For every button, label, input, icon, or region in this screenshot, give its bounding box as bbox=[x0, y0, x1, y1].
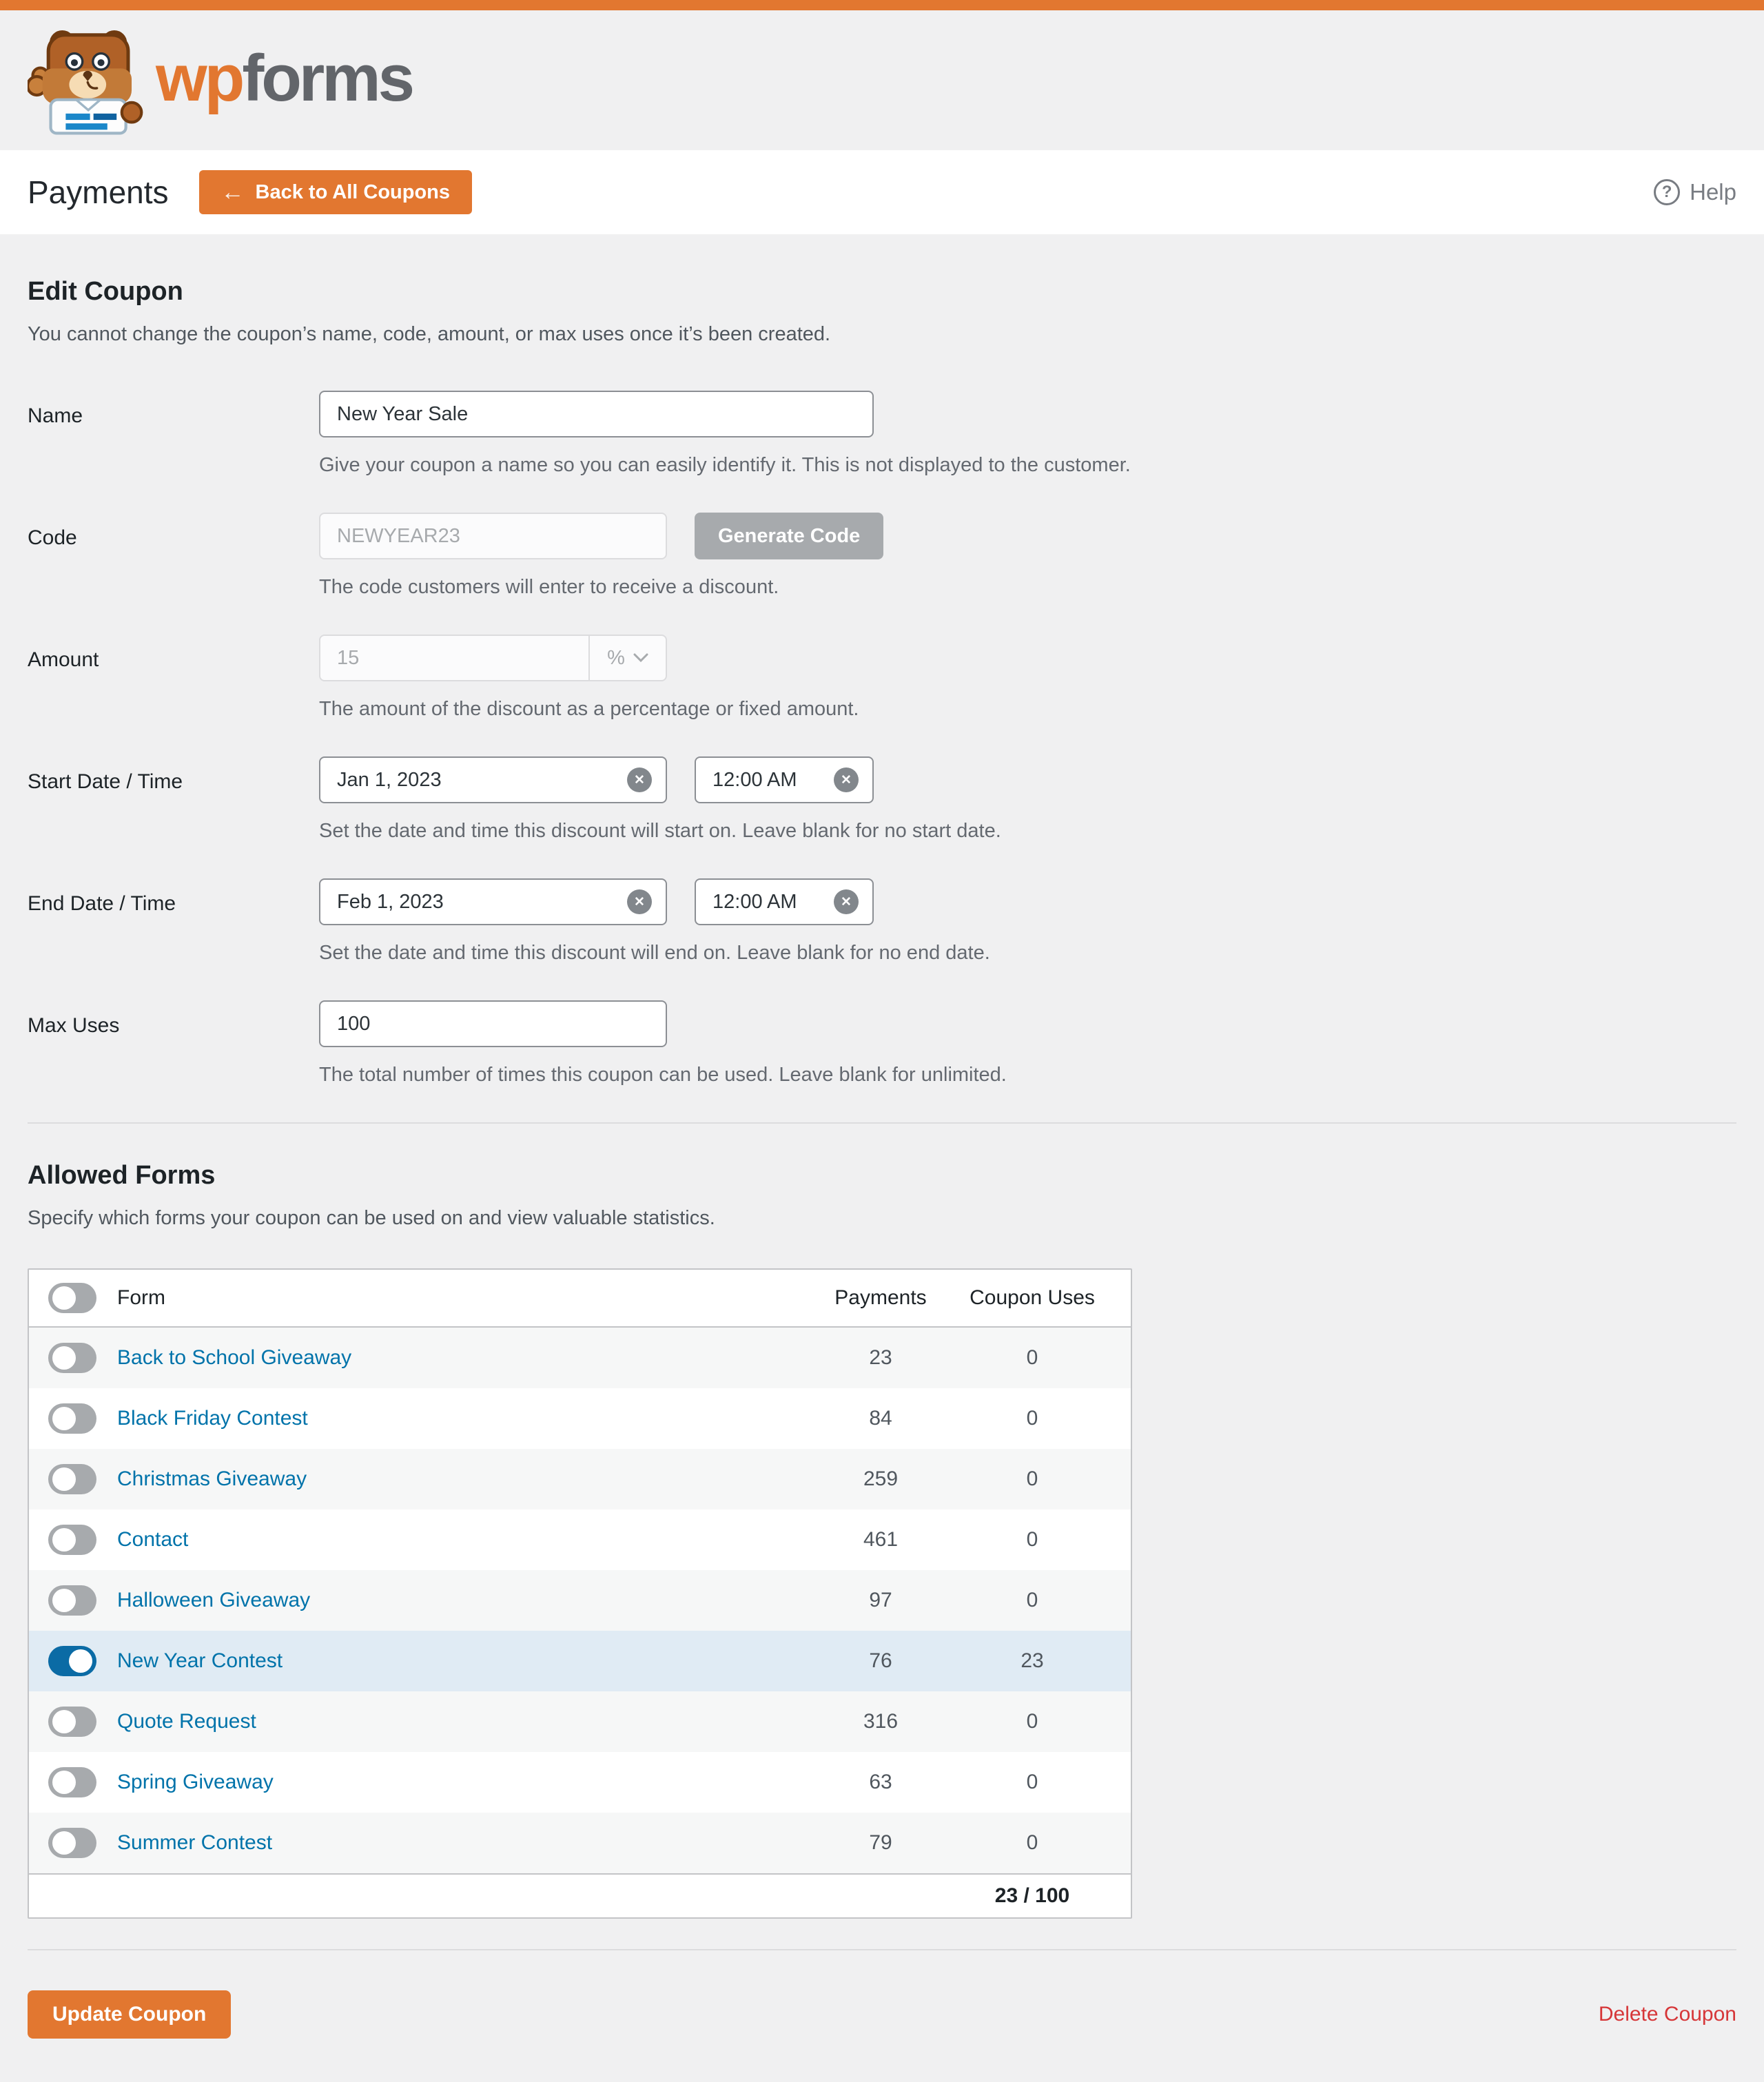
section-divider bbox=[28, 1122, 1736, 1124]
table-row bbox=[29, 1388, 1131, 1449]
allowed-forms-heading: Allowed Forms bbox=[28, 1161, 216, 1191]
toggle-all-forms[interactable] bbox=[48, 1283, 96, 1313]
payments-count: 461 bbox=[863, 1527, 899, 1551]
amount-unit-select bbox=[588, 636, 666, 680]
form-toggle[interactable] bbox=[48, 1343, 96, 1373]
coupon-form bbox=[28, 391, 1736, 1086]
form-toggle[interactable] bbox=[48, 1707, 96, 1737]
payments-count: 84 bbox=[869, 1406, 892, 1430]
form-link[interactable]: Quote Request bbox=[117, 1709, 256, 1733]
code-help-text: The code customers will enter to receive a discount. bbox=[319, 576, 779, 599]
table-row bbox=[29, 1570, 1131, 1631]
start-datetime-field-row bbox=[28, 756, 1736, 843]
form-link[interactable]: Black Friday Contest bbox=[117, 1406, 308, 1430]
column-header-form: Form bbox=[117, 1286, 165, 1309]
form-toggle[interactable] bbox=[48, 1464, 96, 1494]
form-toggle[interactable] bbox=[48, 1767, 96, 1797]
coupon-uses-count: 0 bbox=[1026, 1406, 1038, 1430]
form-toggle[interactable] bbox=[48, 1828, 96, 1858]
table-body bbox=[29, 1328, 1131, 1873]
table-row bbox=[29, 1328, 1131, 1388]
column-header-payments: Payments bbox=[834, 1286, 927, 1309]
clear-end-date-icon[interactable]: ✕ bbox=[627, 889, 652, 914]
bottom-divider bbox=[28, 1949, 1736, 1950]
back-button-label: Back to All Coupons bbox=[255, 181, 451, 203]
max-uses-field-row bbox=[28, 1000, 1736, 1086]
amount-help-text: The amount of the discount as a percentage or fixed amount. bbox=[319, 698, 859, 721]
form-toggle[interactable] bbox=[48, 1525, 96, 1555]
coupon-uses-count: 0 bbox=[1026, 1588, 1038, 1611]
payments-toolbar bbox=[0, 150, 1764, 234]
code-input bbox=[319, 513, 667, 559]
code-field-row bbox=[28, 513, 1736, 599]
end-datetime-help-text: Set the date and time this discount will end on. Leave blank for no end date. bbox=[319, 942, 990, 965]
table-row bbox=[29, 1509, 1131, 1570]
clear-end-time-icon[interactable]: ✕ bbox=[834, 889, 859, 914]
payments-count: 76 bbox=[869, 1649, 892, 1672]
back-to-all-coupons-button[interactable] bbox=[199, 170, 473, 214]
bear-mascot-icon bbox=[28, 25, 146, 136]
name-help-text: Give your coupon a name so you can easily identify it. This is not displayed to the customer. bbox=[319, 454, 1131, 477]
question-mark-icon: ? bbox=[1654, 179, 1680, 205]
max-uses-label: Max Uses bbox=[28, 1014, 120, 1038]
amount-label: Amount bbox=[28, 648, 99, 672]
app-header bbox=[0, 10, 1764, 150]
form-toggle[interactable] bbox=[48, 1585, 96, 1616]
payments-count: 97 bbox=[869, 1588, 892, 1611]
end-datetime-field-row bbox=[28, 878, 1736, 965]
payments-count: 23 bbox=[869, 1346, 892, 1369]
amount-field-row bbox=[28, 635, 1736, 721]
payments-count: 79 bbox=[869, 1831, 892, 1854]
edit-coupon-description: You cannot change the coupon’s name, code, amount, or max uses once it’s been created. bbox=[28, 323, 831, 345]
wpforms-logo bbox=[28, 25, 412, 136]
coupon-uses-count: 0 bbox=[1026, 1770, 1038, 1793]
chevron-down-icon bbox=[633, 653, 648, 663]
main-content bbox=[0, 234, 1764, 2068]
form-link[interactable]: Contact bbox=[117, 1527, 189, 1551]
table-footer-row bbox=[29, 1873, 1131, 1917]
table-header-row bbox=[29, 1270, 1131, 1328]
coupon-uses-count: 0 bbox=[1026, 1527, 1038, 1551]
page-title: Payments bbox=[28, 174, 169, 210]
name-field-row bbox=[28, 391, 1736, 477]
form-toggle[interactable] bbox=[48, 1646, 96, 1676]
amount-input-group bbox=[319, 635, 667, 681]
edit-coupon-heading: Edit Coupon bbox=[28, 277, 183, 306]
coupon-uses-count: 23 bbox=[1021, 1649, 1044, 1672]
form-link[interactable]: Back to School Giveaway bbox=[117, 1346, 352, 1369]
code-label: Code bbox=[28, 526, 77, 550]
start-date-input[interactable] bbox=[319, 756, 667, 803]
allowed-forms-table bbox=[28, 1268, 1132, 1919]
form-actions bbox=[28, 1990, 1736, 2068]
back-arrow-icon: ← bbox=[220, 178, 245, 205]
max-uses-help-text: The total number of times this coupon can be used. Leave blank for unlimited. bbox=[319, 1064, 1007, 1086]
form-link[interactable]: Christmas Giveaway bbox=[117, 1467, 307, 1490]
name-label: Name bbox=[28, 404, 83, 428]
form-link[interactable]: Halloween Giveaway bbox=[117, 1588, 311, 1611]
coupon-uses-count: 0 bbox=[1026, 1831, 1038, 1854]
clear-start-date-icon[interactable]: ✕ bbox=[627, 767, 652, 792]
allowed-forms-description: Specify which forms your coupon can be used on and view valuable statistics. bbox=[28, 1207, 715, 1230]
amount-input bbox=[320, 636, 588, 680]
coupon-uses-count: 0 bbox=[1026, 1346, 1038, 1369]
coupon-uses-count: 0 bbox=[1026, 1467, 1038, 1490]
table-row bbox=[29, 1752, 1131, 1813]
form-toggle[interactable] bbox=[48, 1403, 96, 1434]
column-header-coupon-uses: Coupon Uses bbox=[970, 1286, 1095, 1309]
form-link[interactable]: Spring Giveaway bbox=[117, 1770, 274, 1793]
end-date-input[interactable] bbox=[319, 878, 667, 925]
start-datetime-label: Start Date / Time bbox=[28, 770, 183, 794]
end-datetime-label: End Date / Time bbox=[28, 892, 176, 916]
coupon-uses-count: 0 bbox=[1026, 1709, 1038, 1733]
payments-count: 63 bbox=[869, 1770, 892, 1793]
start-datetime-help-text: Set the date and time this discount will start on. Leave blank for no start date. bbox=[319, 820, 1001, 843]
max-uses-input[interactable] bbox=[319, 1000, 667, 1047]
payments-count: 259 bbox=[863, 1467, 899, 1490]
form-link[interactable]: Summer Contest bbox=[117, 1831, 273, 1854]
percent-unit-label: % bbox=[607, 646, 625, 669]
clear-start-time-icon[interactable]: ✕ bbox=[834, 767, 859, 792]
name-input[interactable] bbox=[319, 391, 874, 437]
payments-count: 316 bbox=[863, 1709, 899, 1733]
top-accent-bar bbox=[0, 0, 1764, 10]
help-label: Help bbox=[1690, 179, 1736, 205]
table-row bbox=[29, 1691, 1131, 1752]
delete-coupon-link[interactable]: Delete Coupon bbox=[1598, 2002, 1736, 2026]
table-row-active bbox=[29, 1631, 1131, 1691]
table-row bbox=[29, 1449, 1131, 1509]
wpforms-wordmark: wpforms bbox=[156, 41, 413, 115]
coupon-uses-total: 23 / 100 bbox=[994, 1884, 1070, 1907]
table-row bbox=[29, 1813, 1131, 1873]
update-coupon-button[interactable]: Update Coupon bbox=[28, 1990, 231, 2039]
help-link[interactable] bbox=[1654, 179, 1736, 205]
generate-code-button: Generate Code bbox=[695, 513, 883, 559]
form-link[interactable]: New Year Contest bbox=[117, 1649, 283, 1672]
